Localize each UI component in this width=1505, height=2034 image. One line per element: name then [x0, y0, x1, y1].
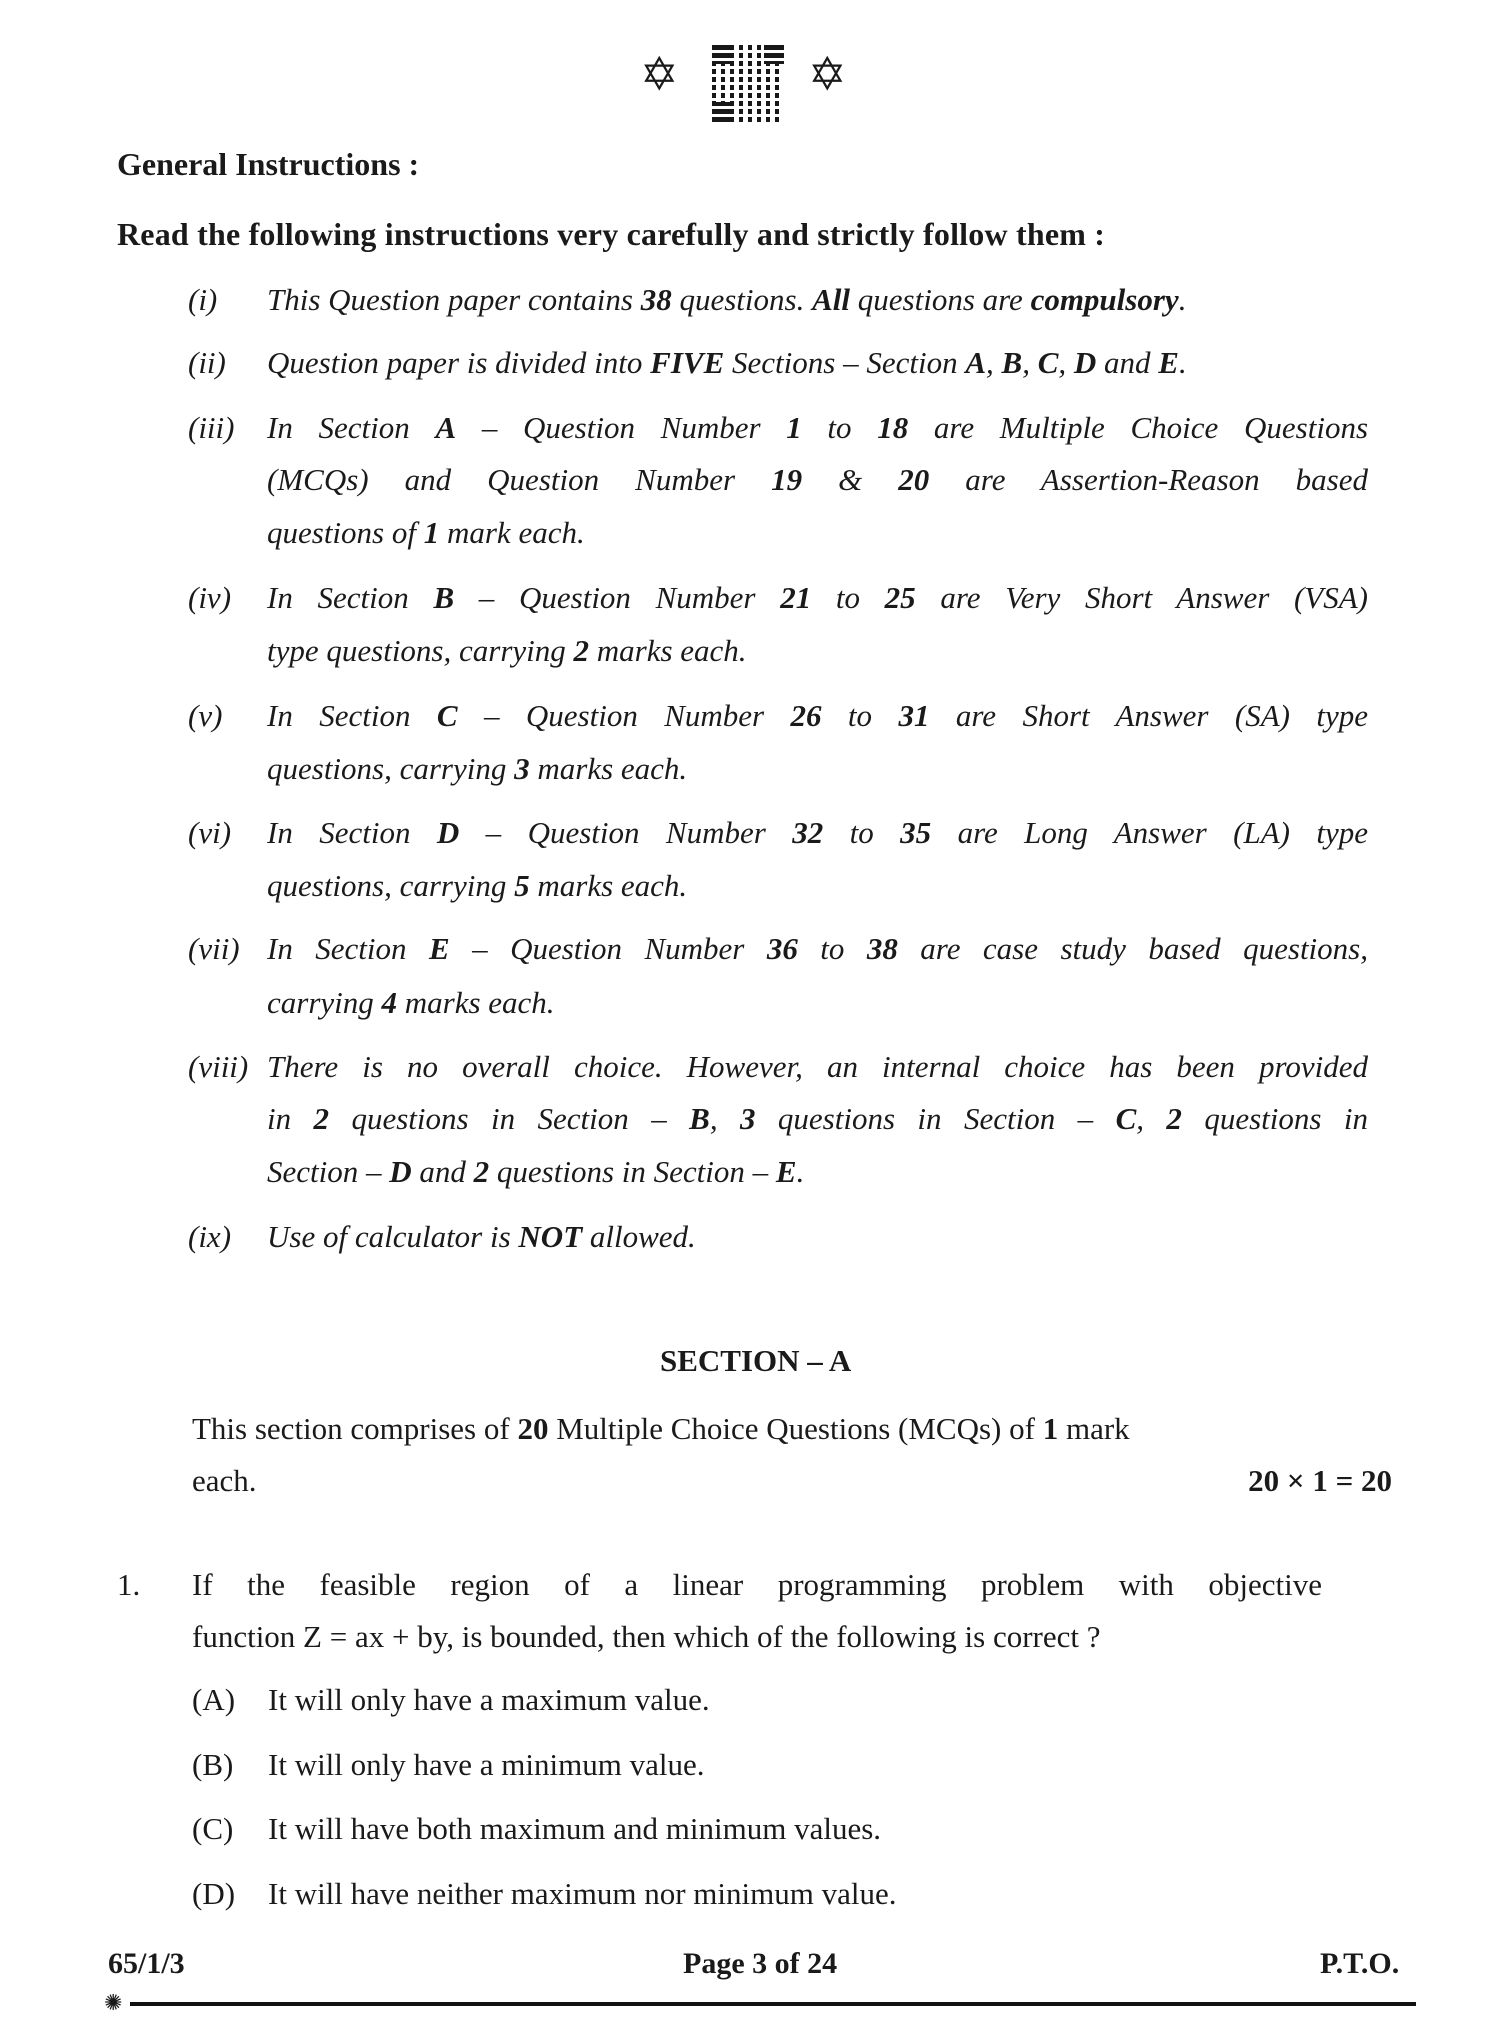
- text-segment: to: [797, 931, 867, 966]
- text-segment: are Short Answer (SA) type: [929, 698, 1368, 733]
- text-segment: carrying: [267, 985, 382, 1020]
- bold-text: 32: [792, 815, 824, 850]
- instruction-line: [267, 985, 555, 1021]
- text-segment: In Section: [267, 410, 436, 445]
- instruction-line: [267, 1101, 1368, 1137]
- text-segment: questions in Section –: [329, 1101, 690, 1136]
- bold-text: FIVE: [650, 345, 725, 380]
- bold-text: 20: [898, 462, 930, 497]
- bold-text: All: [812, 282, 851, 317]
- bold-text: 20: [517, 1411, 549, 1446]
- instruction-number: (iii): [188, 410, 235, 445]
- bold-text: 1: [1042, 1411, 1059, 1446]
- question-number: 1.: [117, 1567, 141, 1602]
- instruction-number: (ii): [188, 345, 226, 380]
- text-segment: In Section: [267, 698, 437, 733]
- text-segment: questions, carrying: [267, 751, 515, 786]
- text-segment: are case study based questions,: [897, 931, 1368, 966]
- page-number: Page 3 of 24: [683, 1947, 838, 1980]
- option-label: (B): [192, 1747, 234, 1782]
- text-segment: questions.: [671, 282, 813, 317]
- text-segment: marks each.: [397, 985, 555, 1020]
- bold-text: 2: [1166, 1101, 1182, 1136]
- text-segment: type questions, carrying: [267, 633, 574, 668]
- section-description-end: each.: [192, 1463, 257, 1498]
- text-segment: mark: [1058, 1411, 1130, 1446]
- text-segment: In Section: [267, 815, 437, 850]
- bold-text: 3: [514, 751, 530, 786]
- option-text: It will only have a minimum value.: [268, 1747, 705, 1782]
- bold-text: 26: [790, 698, 822, 733]
- text-segment: Use of calculator is: [267, 1219, 519, 1254]
- text-segment: are Assertion-Reason based: [929, 462, 1368, 497]
- text-segment: to: [801, 410, 878, 445]
- bold-text: 31: [898, 698, 930, 733]
- bold-text: A: [965, 345, 987, 380]
- instruction-line: [267, 282, 1186, 318]
- text-segment: .: [1178, 345, 1187, 380]
- text-segment: In Section: [267, 580, 434, 615]
- bold-text: 1: [786, 410, 802, 445]
- text-segment: There is no overall choice. However, an internal choice has been provided: [267, 1049, 1368, 1084]
- instruction-line: [267, 633, 747, 669]
- instruction-line: [267, 1049, 1368, 1085]
- instruction-number: (v): [188, 698, 223, 733]
- text-segment: to: [811, 580, 885, 615]
- qr-code: [712, 44, 784, 122]
- bold-text: B: [1001, 345, 1023, 380]
- option-text: It will only have a maximum value.: [268, 1682, 710, 1717]
- instruction-line: [267, 580, 1368, 616]
- question-text-line: If the feasible region of a linear programming problem with objective: [192, 1567, 1322, 1602]
- text-segment: .: [1178, 282, 1187, 317]
- instruction-number: (iv): [188, 580, 232, 615]
- bold-text: compulsory: [1030, 282, 1179, 317]
- bold-text: 36: [766, 931, 798, 966]
- text-segment: – Question Number: [456, 410, 787, 445]
- option-text: It will have neither maximum nor minimum value.: [268, 1876, 897, 1911]
- bold-text: D: [436, 815, 460, 850]
- text-segment: questions in Section –: [755, 1101, 1116, 1136]
- instruction-number: (vi): [188, 815, 232, 850]
- text-segment: ,: [1058, 345, 1074, 380]
- bold-text: 35: [900, 815, 932, 850]
- instruction-number: (ix): [188, 1219, 232, 1254]
- text-segment: Question paper is divided into: [267, 345, 651, 380]
- bold-text: 2: [573, 633, 590, 668]
- section-description: [192, 1411, 1312, 1447]
- text-segment: &: [802, 462, 899, 497]
- bold-text: E: [428, 931, 450, 966]
- bold-text: 1: [423, 515, 440, 550]
- text-segment: mark each.: [439, 515, 585, 550]
- text-segment: (MCQs) and Question Number: [267, 462, 772, 497]
- instruction-number: (i): [188, 282, 218, 317]
- bold-text: 2: [313, 1101, 330, 1136]
- text-segment: to: [821, 698, 899, 733]
- text-segment: ,: [986, 345, 1002, 380]
- instruction-number: (viii): [188, 1049, 249, 1084]
- text-segment: questions of: [267, 515, 424, 550]
- text-segment: in: [267, 1101, 314, 1136]
- bold-text: 3: [739, 1101, 756, 1136]
- bold-text: E: [775, 1154, 797, 1189]
- bold-text: B: [689, 1101, 710, 1136]
- text-segment: to: [823, 815, 901, 850]
- text-segment: In Section: [267, 931, 429, 966]
- text-segment: ,: [709, 1101, 740, 1136]
- text-segment: are Multiple Choice Questions: [908, 410, 1369, 445]
- text-segment: ,: [1022, 345, 1038, 380]
- text-segment: and: [1096, 345, 1159, 380]
- question-text-line: function Z = ax + by, is bounded, then which of the following is correct ?: [192, 1619, 1101, 1654]
- text-segment: questions, carrying: [267, 868, 515, 903]
- bold-text: 38: [866, 931, 898, 966]
- option-label: (D): [192, 1876, 236, 1911]
- instruction-line: [267, 345, 1187, 381]
- bold-text: C: [1037, 345, 1059, 380]
- text-segment: marks each.: [589, 633, 747, 668]
- section-marks: 20 × 1 = 20: [1248, 1463, 1392, 1498]
- bold-text: C: [1115, 1101, 1137, 1136]
- instruction-line: [267, 1219, 696, 1255]
- text-segment: ,: [1136, 1101, 1167, 1136]
- bold-text: 38: [640, 282, 672, 317]
- text-segment: This Question paper contains: [267, 282, 641, 317]
- bold-text: 19: [771, 462, 803, 497]
- instruction-line: [267, 931, 1368, 967]
- bold-text: 21: [780, 580, 812, 615]
- instruction-line: [267, 1154, 804, 1190]
- text-segment: marks each.: [529, 751, 688, 786]
- text-segment: are Long Answer (LA) type: [931, 815, 1369, 850]
- text-segment: This section comprises of: [192, 1411, 518, 1446]
- bold-text: 2: [473, 1154, 490, 1189]
- bold-text: 18: [877, 410, 909, 445]
- bold-text: B: [433, 580, 455, 615]
- text-segment: Sections – Section: [724, 345, 966, 380]
- bold-text: E: [1158, 345, 1179, 380]
- instruction-line: [267, 410, 1368, 446]
- bold-text: C: [436, 698, 458, 733]
- star-of-david-icon: ✡: [808, 49, 847, 100]
- instruction-line: [267, 515, 585, 551]
- bold-text: 4: [381, 985, 398, 1020]
- option-text: It will have both maximum and minimum values.: [268, 1811, 882, 1846]
- bold-text: D: [1073, 345, 1097, 380]
- text-segment: and: [411, 1154, 474, 1189]
- instruction-number: (vii): [188, 931, 240, 966]
- option-label: (C): [192, 1811, 234, 1846]
- text-segment: allowed.: [582, 1219, 696, 1254]
- general-instructions-title: General Instructions :: [117, 146, 420, 182]
- text-segment: Section –: [267, 1154, 390, 1189]
- text-segment: – Question Number: [457, 698, 791, 733]
- read-instruction: Read the following instructions very carefully and strictly follow them :: [117, 216, 1106, 252]
- text-segment: questions in: [1181, 1101, 1368, 1136]
- footer-rule: [130, 2002, 1416, 2006]
- text-segment: questions are: [850, 282, 1031, 317]
- option-label: (A): [192, 1682, 236, 1717]
- flower-icon: ✺: [104, 1990, 123, 2015]
- text-segment: – Question Number: [454, 580, 781, 615]
- text-segment: marks each.: [529, 868, 688, 903]
- text-segment: questions in Section –: [489, 1154, 776, 1189]
- text-segment: – Question Number: [459, 815, 793, 850]
- bold-text: A: [435, 410, 457, 445]
- section-title: SECTION – A: [660, 1343, 852, 1378]
- bold-text: D: [389, 1154, 412, 1189]
- bold-text: NOT: [518, 1219, 583, 1254]
- instruction-line: [267, 462, 1368, 498]
- bold-text: 25: [884, 580, 916, 615]
- instruction-line: [267, 868, 687, 904]
- instruction-line: [267, 698, 1368, 734]
- text-segment: .: [796, 1154, 805, 1189]
- pto-label: P.T.O.: [1320, 1947, 1400, 1980]
- bold-text: 5: [514, 868, 530, 903]
- instruction-line: [267, 815, 1368, 851]
- paper-code: 65/1/3: [108, 1947, 185, 1980]
- star-of-david-icon: ✡: [640, 49, 679, 100]
- text-segment: are Very Short Answer (VSA): [915, 580, 1368, 615]
- text-segment: – Question Number: [449, 931, 767, 966]
- instruction-line: [267, 751, 687, 787]
- text-segment: Multiple Choice Questions (MCQs) of: [548, 1411, 1043, 1446]
